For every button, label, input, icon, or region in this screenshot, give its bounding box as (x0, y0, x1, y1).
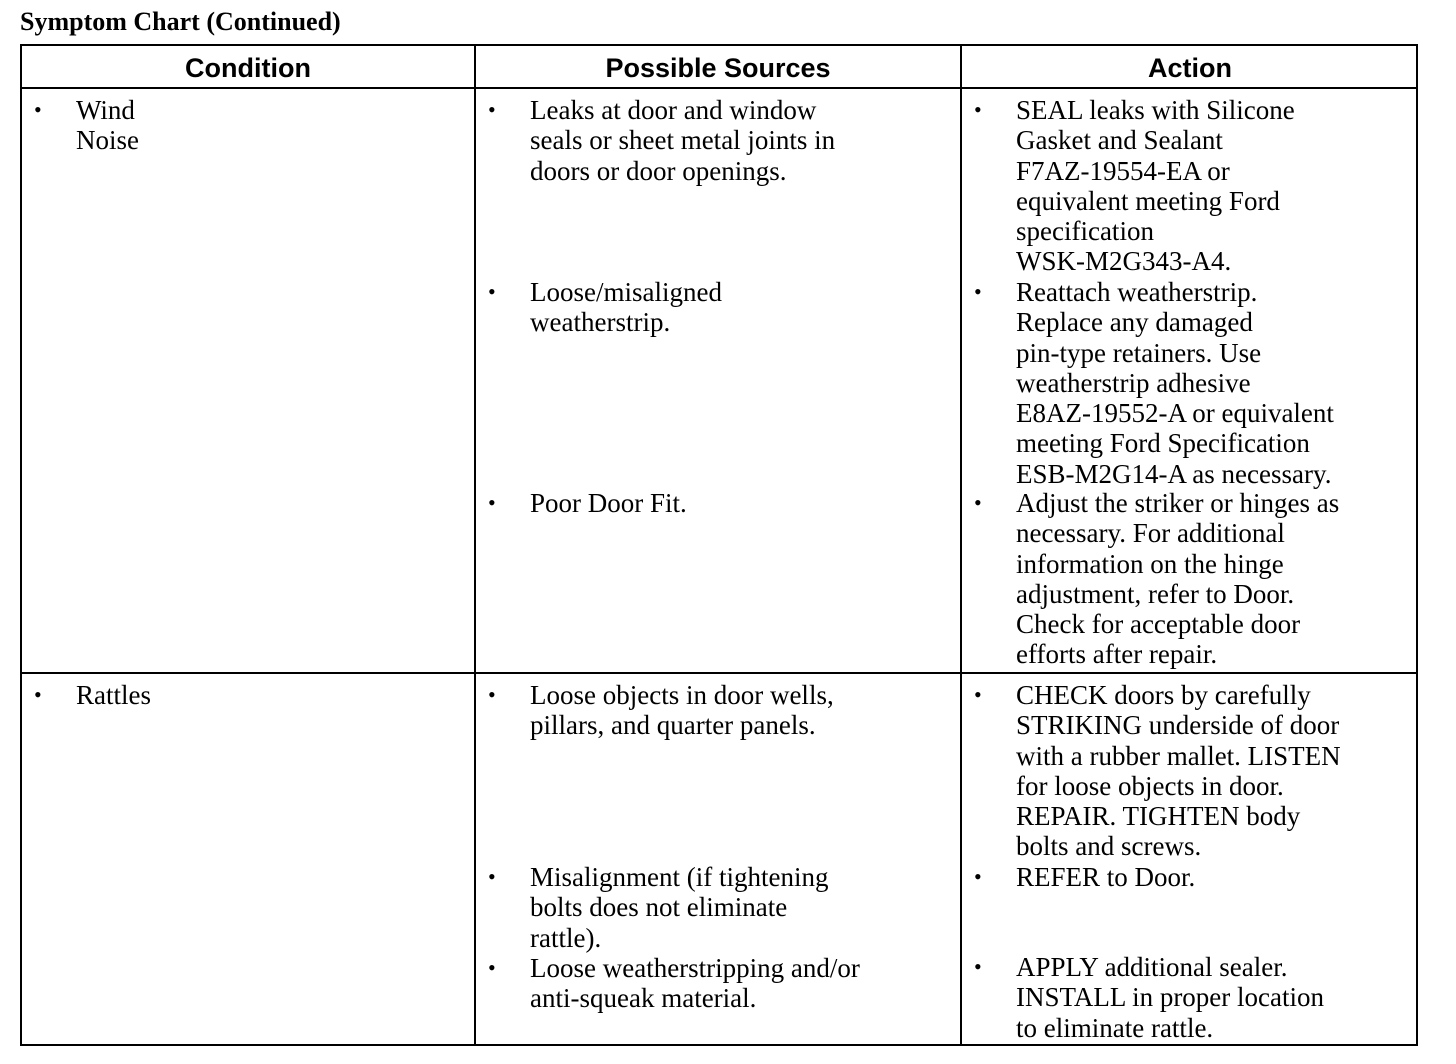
bullet-icon: • (974, 864, 982, 889)
action-text: Adjust the striker or hinges as necessary. For additional information on the hinge adjustment, refer to Door. Check for acceptable door efforts after repair. (1016, 488, 1340, 670)
action-text: CHECK doors by carefully STRIKING underside of door with a rubber mallet. LISTEN for loose objects in door. REPAIR. TIGHTEN body bolts and screws. (1016, 680, 1341, 862)
source-text: Misalignment (if tightening bolts does not eliminate rattle). (530, 862, 829, 953)
bullet-icon: • (974, 279, 982, 304)
condition-label: Wind Noise (76, 95, 139, 156)
source-text: Loose objects in door wells, pillars, and quarter panels. (530, 680, 834, 741)
column-divider (960, 46, 962, 1044)
bullet-icon: • (488, 955, 496, 980)
page-title: Symptom Chart (Continued) (20, 7, 341, 36)
bullet-icon: • (974, 97, 982, 122)
bullet-icon: • (974, 490, 982, 515)
bullet-icon: • (34, 682, 42, 707)
action-text: REFER to Door. (1016, 862, 1196, 892)
column-header-condition: Condition (185, 53, 311, 83)
bullet-icon: • (488, 97, 496, 122)
bullet-icon: • (974, 954, 982, 979)
source-text: Poor Door Fit. (530, 488, 687, 518)
bullet-icon: • (488, 490, 496, 515)
bullet-icon: • (488, 864, 496, 889)
row-divider (22, 672, 1416, 674)
bullet-icon: • (34, 97, 42, 122)
column-divider (474, 46, 476, 1044)
action-text: SEAL leaks with Silicone Gasket and Sealant F7AZ-19554-EA or equivalent meeting Ford specification WSK-M2G343-A4. (1016, 95, 1295, 277)
action-text: APPLY additional sealer. INSTALL in proper location to eliminate rattle. (1016, 952, 1325, 1043)
bullet-icon: • (488, 682, 496, 707)
column-header-possible-sources: Possible Sources (605, 53, 831, 83)
column-header-action: Action (1148, 53, 1232, 83)
source-text: Loose weatherstripping and/or anti-squeak material. (530, 953, 860, 1014)
source-text: Loose/misaligned weatherstrip. (530, 277, 722, 338)
symptom-table (20, 44, 1418, 1046)
bullet-icon: • (488, 279, 496, 304)
condition-label: Rattles (76, 680, 151, 710)
action-text: Reattach weatherstrip. Replace any damaged pin-type retainers. Use weatherstrip adhesive E8AZ-19552-A or equivalent meeting Ford Specification ESB-M2G14-A as necessary. (1016, 277, 1334, 489)
source-text: Leaks at door and window seals or sheet metal joints in doors or door openings. (530, 95, 836, 186)
bullet-icon: • (974, 682, 982, 707)
